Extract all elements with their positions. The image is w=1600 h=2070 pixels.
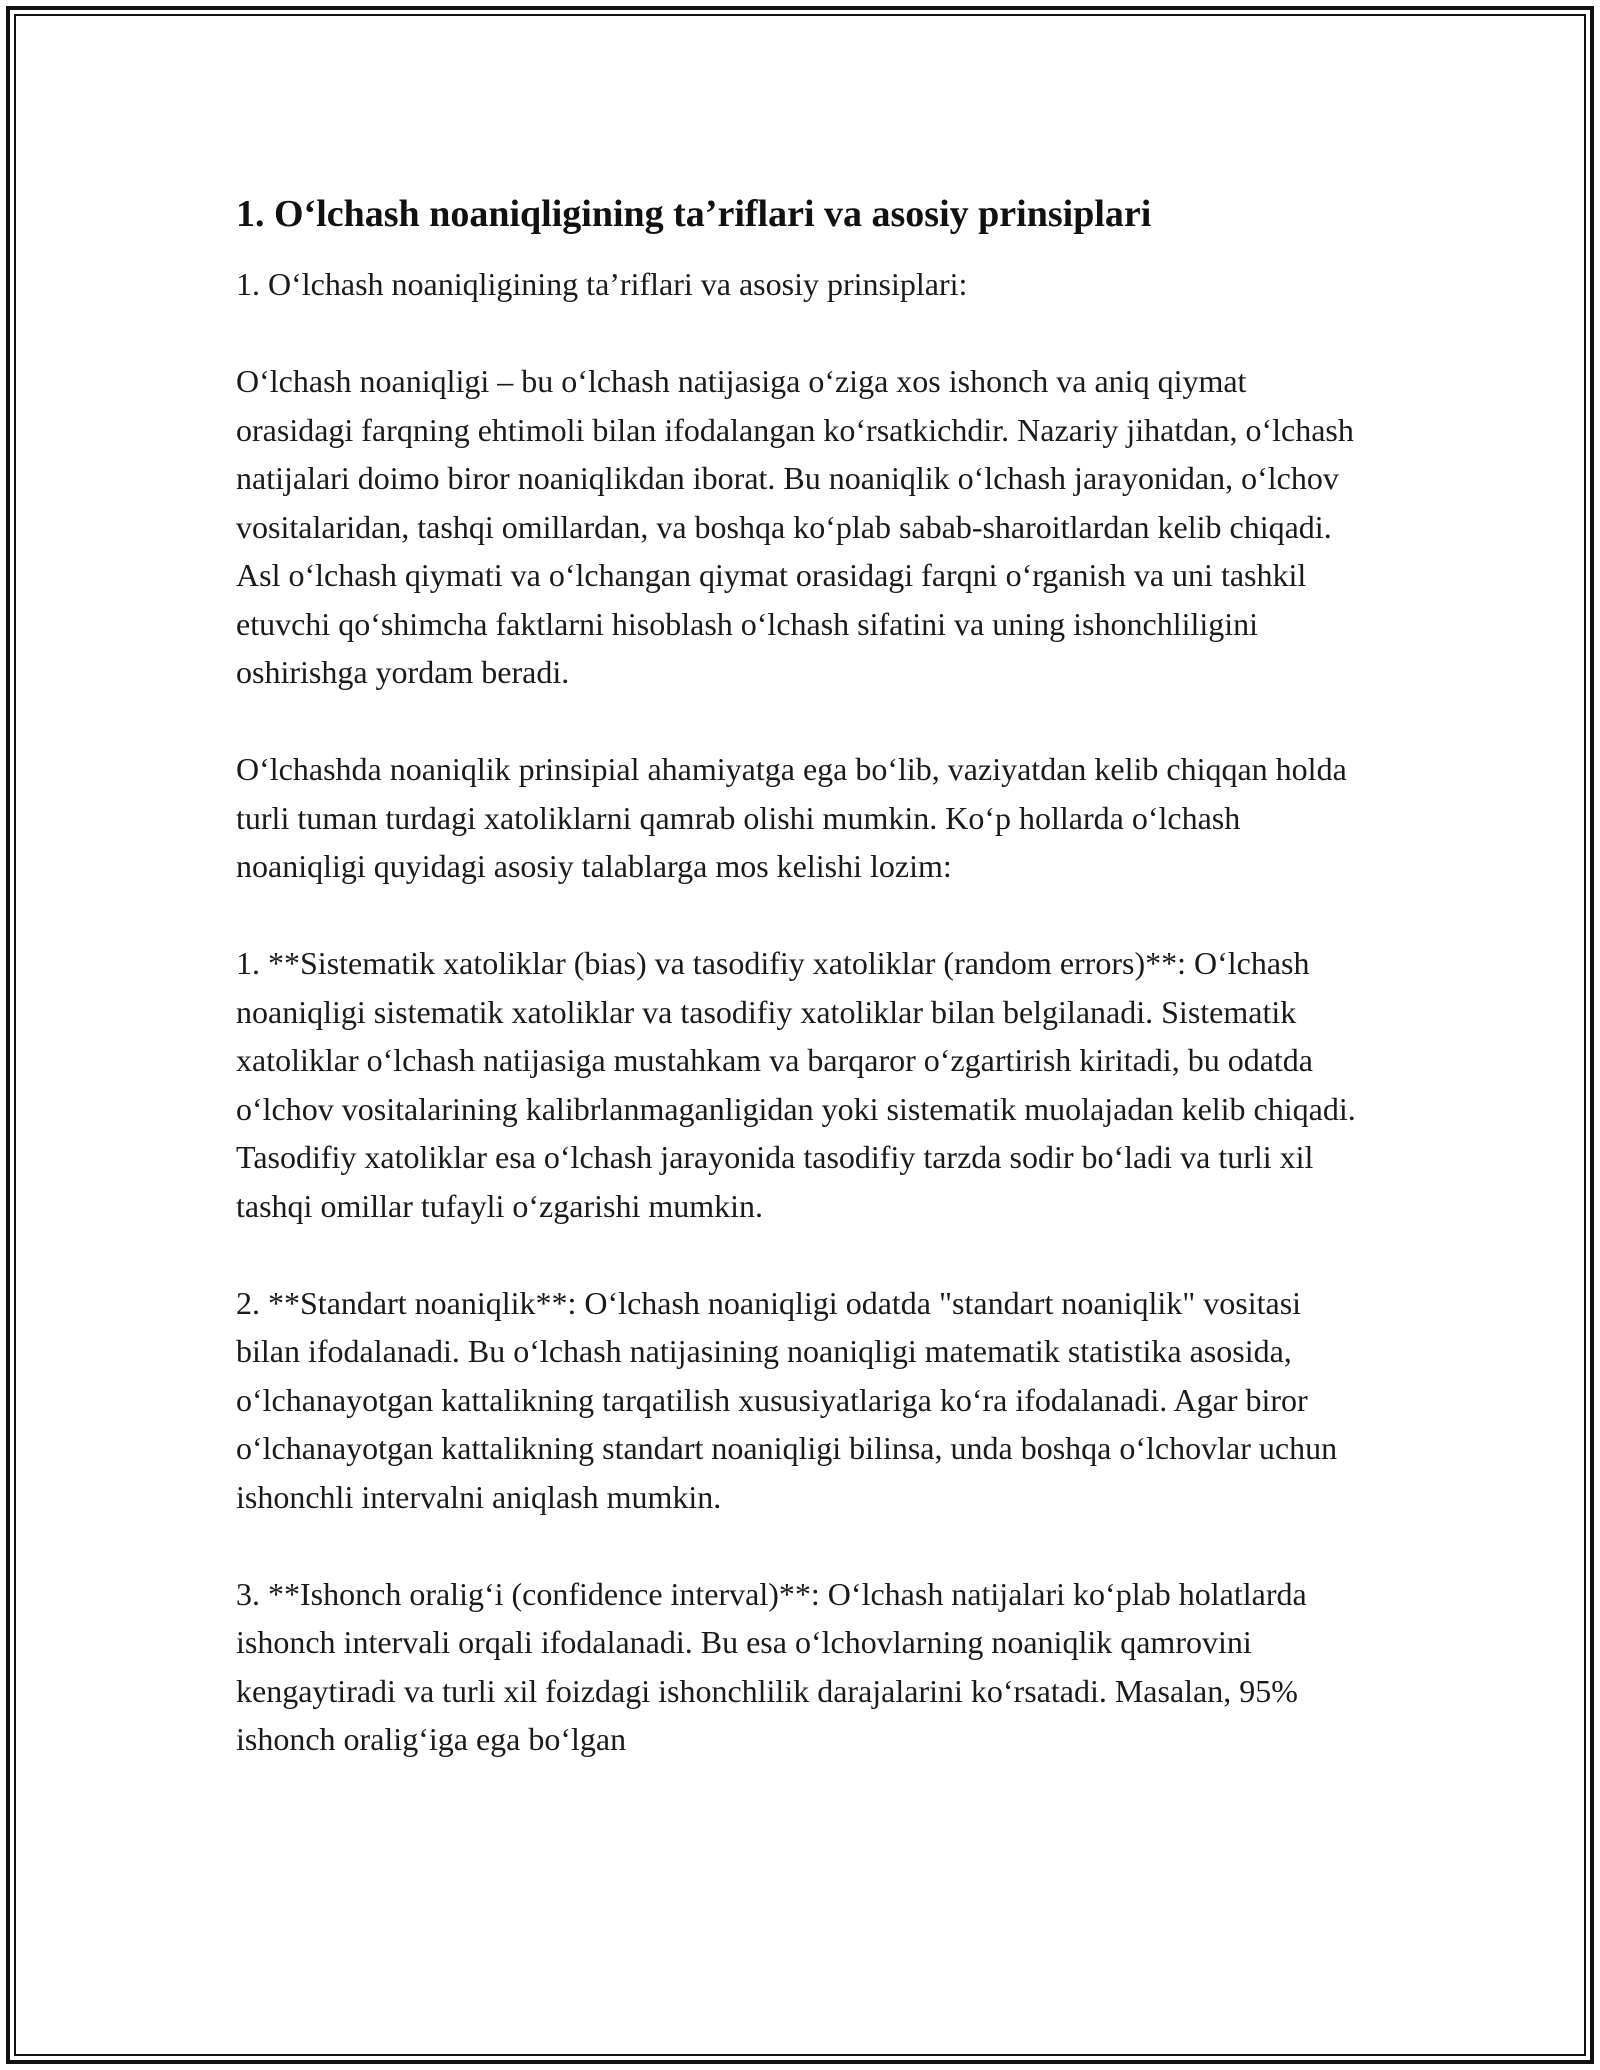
intro-line: 1. Oʻlchash noaniqligining taʼriflari va asosiy prinsiplari: — [236, 266, 968, 302]
list-item-confidence-interval: 3. **Ishonch oraligʻi (confidence interval)**: Oʻlchash natijalari koʻplab holatlarda ishonch intervali orqali ifodalanadi. Bu esa oʻlchovlarning noaniqlik qamrovini kengaytiradi va turli xil foizdagi ishonchlilik darajalarini koʻrsatadi. Masalan, 95% ishonch oraligʻiga ega boʻlgan — [236, 1575, 1307, 1757]
document-body — [236, 190, 1366, 1764]
paragraph-principles: Oʻlchashda noaniqlik prinsipial ahamiyatga ega boʻlib, vaziyatdan kelib chiqqan holda turli tuman turdagi xatoliklarni qamrab olishi mumkin. Koʻp hollarda oʻlchash noaniqligi quyidagi asosiy talablarga mos kelishi lozim: — [236, 751, 1347, 884]
list-item-systematic-errors: 1. **Sistematik xatoliklar (bias) va tasodifiy xatoliklar (random errors)**: Oʻlchash noaniqligi sistematik xatoliklar va tasodifiy xatoliklar bilan belgilanadi. Sistematik xatoliklar oʻlchash natijasiga mustahkam va barqaror oʻzgartirish kiritadi, bu odatda oʻlchov vositalarining kalibrlanmaganligidan yoki sistematik muolajadan kelib chiqadi. Tasodifiy xatoliklar esa oʻlchash jarayonida tasodifiy tarzda sodir boʻladi va turli xil tashqi omillar tufayli oʻzgarishi mumkin. — [236, 945, 1356, 1224]
section-heading: 1. Oʻlchash noaniqligining taʼriflari va asosiy prinsiplari — [236, 193, 1152, 235]
list-item-standard-uncertainty: 2. **Standart noaniqlik**: Oʻlchash noaniqligi odatda "standart noaniqlik" vositasi bilan ifodalanadi. Bu oʻlchash natijasining noaniqligi matematik statistika asosida, oʻlchanayotgan kattalikning tarqatilish xususiyatlariga koʻra ifodalanadi. Agar biror oʻlchanayotgan kattalikning standart noaniqligi bilinsa, unda boshqa oʻlchovlar uchun ishonchli intervalni aniqlash mumkin. — [236, 1284, 1338, 1515]
paragraph-definition: Oʻlchash noaniqligi – bu oʻlchash natijasiga oʻziga xos ishonch va aniq qiymat orasidagi farqning ehtimoli bilan ifodalangan koʻrsatkichdir. Nazariy jihatdan, oʻlchash natijalari doimo biror noaniqlikdan iborat. Bu noaniqlik oʻlchash jarayonidan, oʻlchov vositalaridan, tashqi omillardan, va boshqa koʻplab sabab-sharoitlardan kelib chiqadi. Asl oʻlchash qiymati va oʻlchangan qiymat orasidagi farqni oʻrganish va uni tashkil etuvchi qoʻshimcha faktlarni hisoblash oʻlchash sifatini va uning ishonchliligini oshirishga yordam beradi. — [236, 363, 1354, 690]
